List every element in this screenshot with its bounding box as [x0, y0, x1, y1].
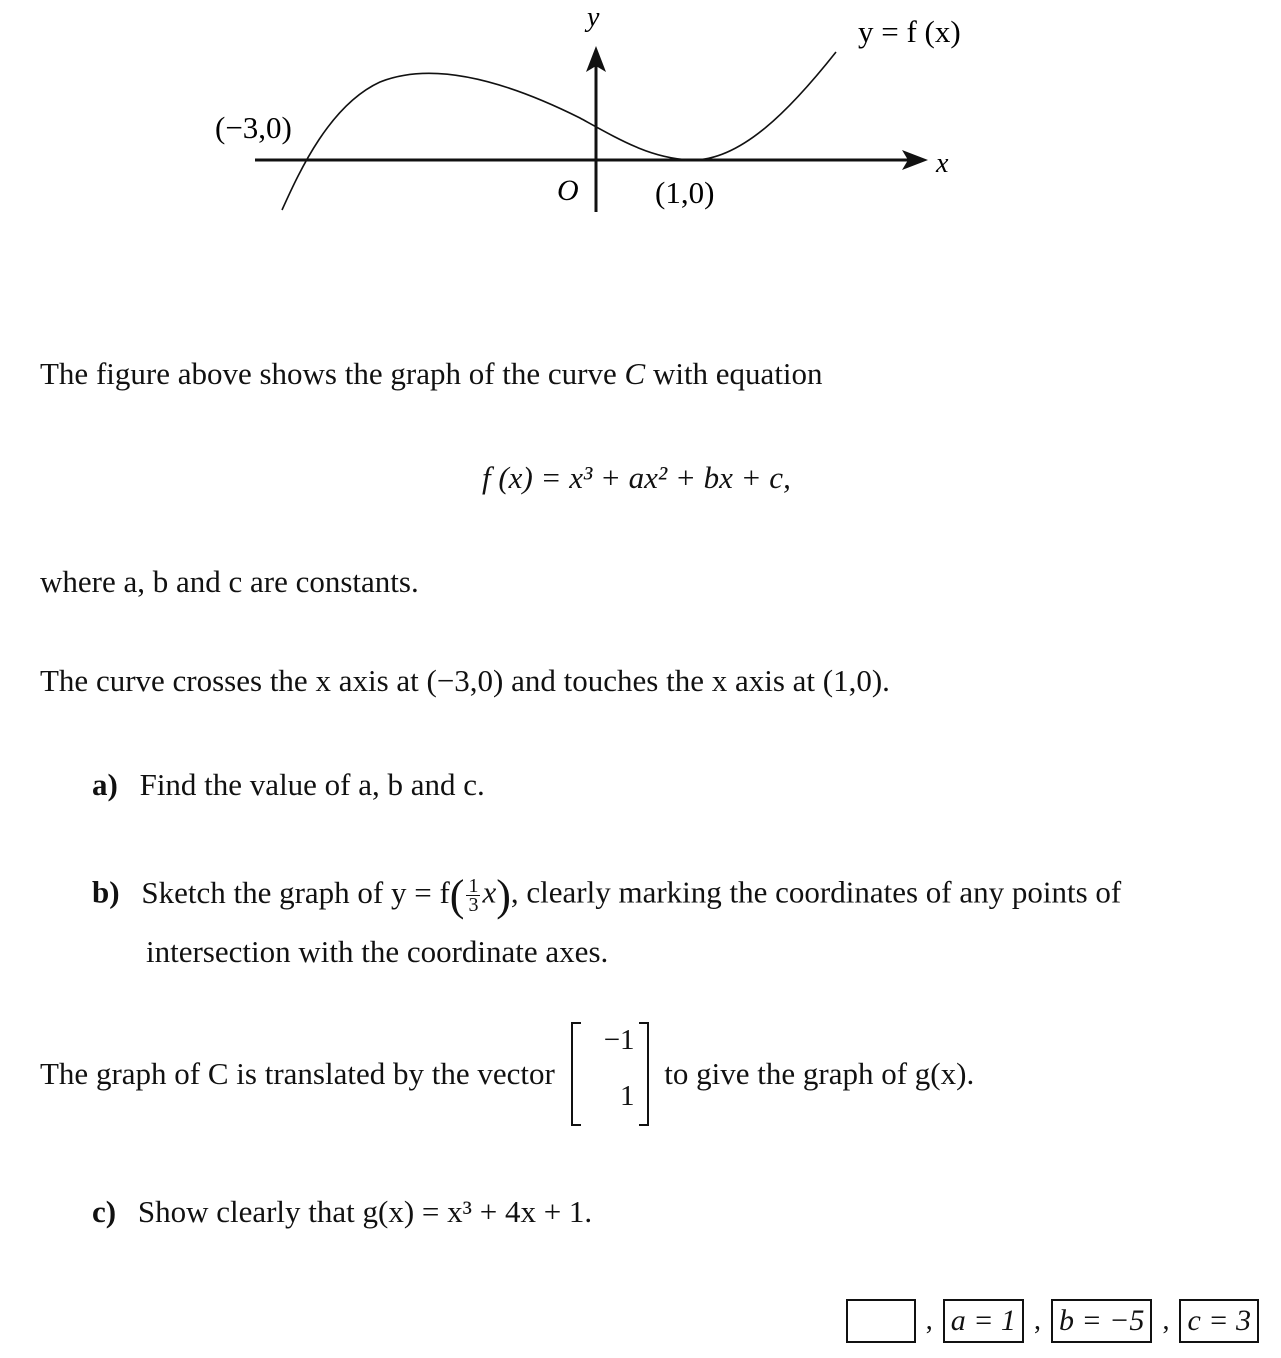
intro-line1-end: with equation — [645, 356, 823, 391]
intro-line1-start: The figure above shows the graph of the curve — [40, 356, 625, 391]
frac-numerator: 1 — [468, 875, 479, 897]
curve-figure — [0, 0, 1281, 240]
answer-separator-2: , — [1033, 1305, 1041, 1336]
vector-top: −1 — [603, 1024, 635, 1056]
part-a-label: a) — [92, 767, 118, 802]
intro-line1 — [40, 356, 823, 392]
origin-label: O — [557, 174, 579, 207]
frac-denominator: 3 — [468, 894, 479, 916]
translation-line — [40, 1022, 974, 1126]
answer-separator-1: , — [925, 1305, 933, 1336]
one-third-fraction — [466, 877, 480, 914]
part-b: b) Sketch the graph of y = f( $\frac{1}{3}$ x), clearly marking the coordinates of any points of — [92, 871, 1122, 920]
part-a-text: Find the value of a, b and c. — [139, 767, 485, 802]
part-b-text-pre: Sketch the graph of y = f — [141, 874, 450, 910]
curve-name: C — [624, 356, 646, 391]
x-axis-label: x — [936, 148, 949, 179]
part-b-label: b) — [92, 874, 120, 910]
part-b-line2: intersection with the coordinate axes. — [146, 934, 609, 969]
translate-post: to give the graph of g(x). — [664, 1056, 975, 1091]
answer-c-box[interactable]: c = 3 — [1179, 1299, 1259, 1343]
answer-b-box[interactable]: b = −5 — [1051, 1299, 1153, 1343]
point-left-label: (−3,0) — [215, 110, 292, 145]
answer-blank-box[interactable] — [846, 1299, 916, 1343]
curve-label: y = f (x) — [858, 14, 961, 49]
point-right-label: (1,0) — [655, 175, 715, 210]
intro-line3: The curve crosses the x axis at (−3,0) and touches the x axis at (1,0). — [40, 663, 890, 698]
vector-bottom: 1 — [620, 1080, 635, 1112]
answer-separator-3: , — [1162, 1305, 1170, 1336]
part-c — [92, 1194, 592, 1230]
part-b-text-post: , clearly marking the coordinates of any points of — [510, 874, 1122, 910]
answer-row — [846, 1299, 1259, 1343]
intro-line2: where a, b and c are constants. — [40, 564, 419, 599]
part-a — [92, 767, 485, 803]
equation: f (x) = x³ + ax² + bx + c, — [482, 460, 791, 495]
translation-vector — [571, 1022, 649, 1126]
translate-pre: The graph of C is translated by the vector — [40, 1056, 555, 1091]
part-c-text: Show clearly that g(x) = x³ + 4x + 1. — [137, 1194, 593, 1229]
answer-a-box[interactable]: a = 1 — [943, 1299, 1024, 1343]
part-c-label: c) — [92, 1194, 117, 1229]
part-b-x: x — [482, 874, 497, 910]
y-axis-label: y — [587, 2, 600, 33]
